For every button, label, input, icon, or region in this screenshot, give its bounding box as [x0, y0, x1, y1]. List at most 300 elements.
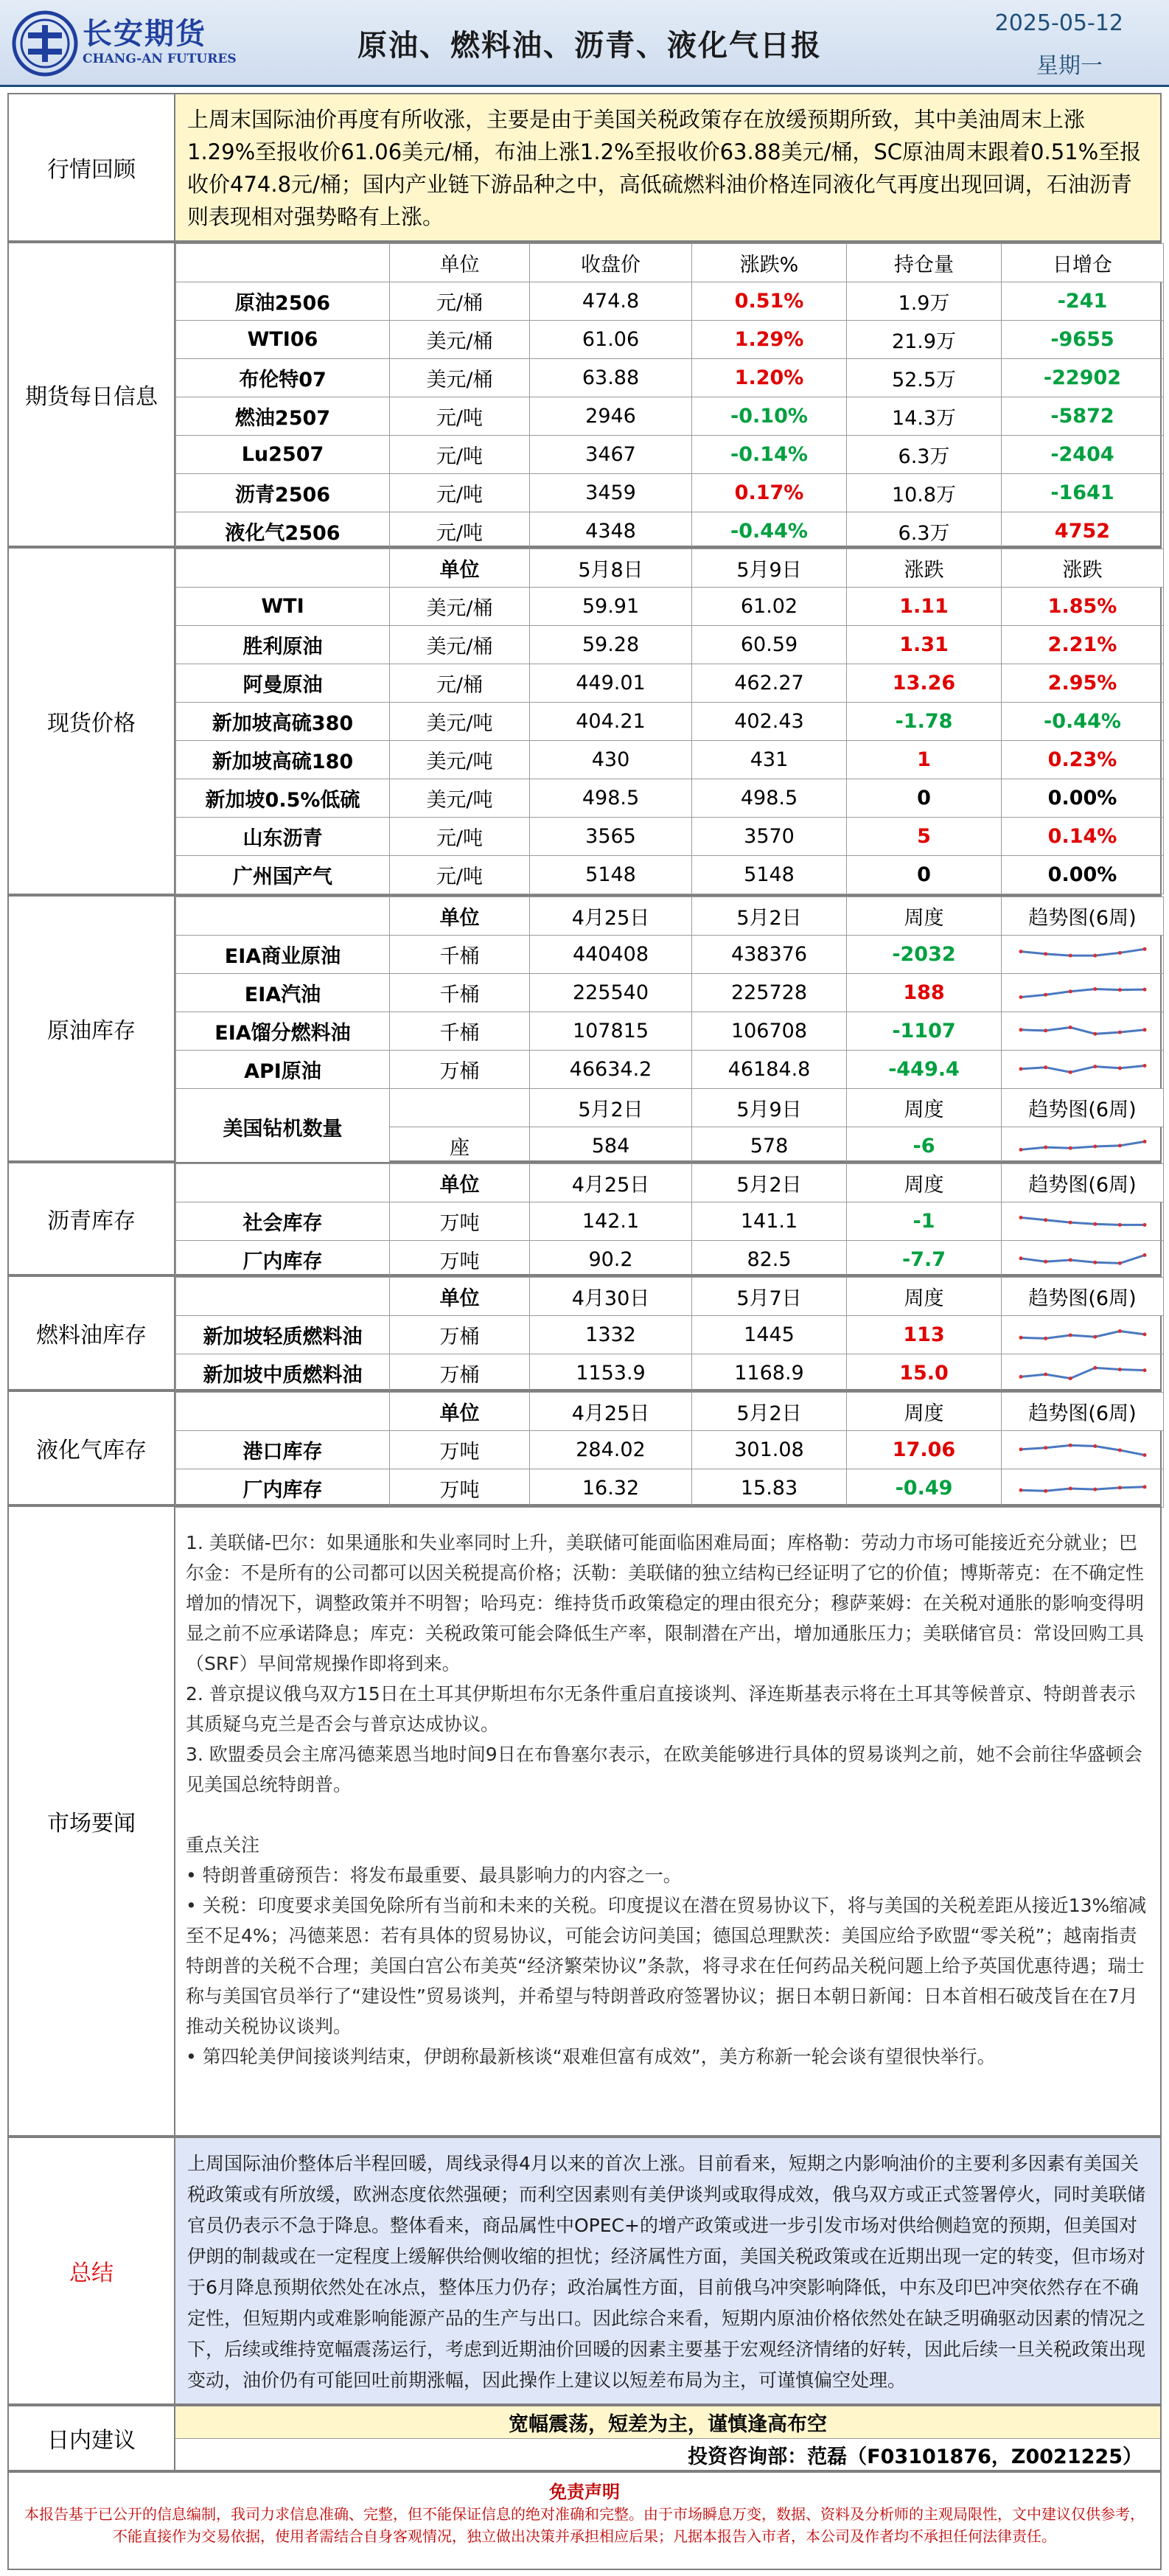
advice-text: 宽幅震荡，短差为主，谨慎逢高布空	[175, 2406, 1160, 2439]
crude-inventory-section	[7, 895, 1162, 1162]
close-price: 63.88	[530, 359, 692, 397]
spot-table	[175, 549, 1164, 894]
table-row	[176, 1012, 1164, 1051]
inventory-latest: 301.08	[692, 1431, 847, 1469]
inventory-name: 社会库存	[176, 1202, 390, 1241]
sparkline-line	[1021, 1255, 1145, 1263]
unit-cell: 美元/吨	[390, 703, 530, 741]
table-row	[176, 1354, 1164, 1393]
open-interest: 6.3万	[847, 436, 1002, 474]
close-price: 61.06	[530, 321, 692, 359]
trend-sparkline	[1016, 1476, 1149, 1501]
inventory-name: EIA汽油	[176, 974, 390, 1012]
column-header: 趋势图(6周)	[1002, 1164, 1164, 1202]
table-header-row	[176, 897, 1164, 936]
column-header: 周度	[847, 1089, 1002, 1127]
table-row	[176, 818, 1164, 856]
trend-cell	[1002, 1241, 1164, 1279]
section-label: 沥青库存	[9, 1163, 175, 1274]
sparkline-point	[1044, 1259, 1047, 1263]
section-label: 总结	[9, 2138, 175, 2403]
change-percent: 1.20%	[692, 359, 847, 397]
inventory-latest: 1168.9	[692, 1354, 847, 1393]
sparkline-point	[1068, 1443, 1072, 1447]
price-change-percent: 0.00%	[1002, 856, 1164, 894]
trend-sparkline	[1016, 942, 1149, 967]
change-percent: 0.51%	[692, 282, 847, 321]
unit-cell: 万桶	[390, 1051, 530, 1089]
table-row	[176, 779, 1164, 818]
open-interest: 52.5万	[847, 359, 1002, 397]
unit-cell: 万吨	[390, 1241, 530, 1279]
column-header: 4月25日	[530, 897, 692, 936]
sparkline-point	[1142, 1139, 1146, 1143]
close-price: 3459	[530, 474, 692, 512]
sparkline-point	[1068, 1486, 1072, 1490]
trend-cell	[1002, 974, 1164, 1012]
product-name: 新加坡高硫180	[176, 741, 390, 779]
price-day1: 430	[530, 741, 692, 779]
sparkline-point	[1019, 1447, 1022, 1451]
sparkline-line	[1021, 989, 1145, 997]
column-header	[176, 549, 390, 588]
table-row	[176, 512, 1164, 551]
focus-title: 重点关注	[186, 1834, 260, 1856]
price-change: -1.78	[847, 703, 1002, 741]
table-row	[176, 856, 1164, 894]
trend-cell	[1002, 1012, 1164, 1051]
column-header: 周度	[847, 1164, 1002, 1202]
price-change: 0	[847, 856, 1002, 894]
unit-cell: 美元/桶	[390, 588, 530, 626]
report-title: 原油、燃料油、沥青、液化气日报	[357, 29, 822, 63]
column-header: 日增仓	[1002, 244, 1164, 282]
inventory-latest: 46184.8	[692, 1051, 847, 1089]
column-header: 4月25日	[530, 1393, 692, 1431]
inventory-name: 新加坡中质燃料油	[176, 1354, 390, 1393]
table-row	[176, 1202, 1164, 1241]
sparkline-point	[1019, 1067, 1022, 1071]
close-price: 3467	[530, 436, 692, 474]
inventory-latest: 106708	[692, 1012, 847, 1051]
table-row	[176, 741, 1164, 779]
sparkline-point	[1093, 987, 1097, 991]
price-day1: 59.91	[530, 588, 692, 626]
weekly-change: 113	[847, 1316, 1002, 1354]
unit-cell: 万吨	[390, 1202, 530, 1241]
open-interest: 21.9万	[847, 321, 1002, 359]
inventory-latest: 578	[692, 1127, 847, 1166]
table-row	[176, 474, 1164, 512]
trend-cell	[1002, 1051, 1164, 1089]
column-header: 5月8日	[530, 549, 692, 588]
lpg-inventory-table	[175, 1392, 1164, 1508]
market-review-section	[7, 93, 1162, 242]
sparkline-point	[1117, 1222, 1121, 1226]
sparkline-line	[1021, 1445, 1145, 1455]
rig-count-name: 美国钻机数量	[176, 1089, 390, 1166]
open-interest-change: -2404	[1002, 436, 1164, 474]
inventory-name: API原油	[176, 1051, 390, 1089]
lpg-inventory-section	[7, 1390, 1162, 1505]
news-item: 2. 普京提议俄乌双方15日在土耳其伊斯坦布尔无条件重启直接谈判、泽连斯基表示将在土耳其等候普京、特朗普表示其质疑乌克兰是否会与普京达成协议。	[186, 1683, 1136, 1735]
section-label: 原油库存	[9, 897, 175, 1160]
contract-name: 原油2506	[176, 282, 390, 321]
intraday-advice-section	[7, 2405, 1162, 2471]
open-interest-change: -22902	[1002, 359, 1164, 397]
sparkline-point	[1117, 1030, 1121, 1034]
price-day1: 3565	[530, 818, 692, 856]
column-header: 单位	[390, 244, 530, 282]
product-name: 胜利原油	[176, 626, 390, 664]
change-percent: -0.10%	[692, 397, 847, 436]
unit-cell: 元/吨	[390, 856, 530, 894]
column-header: 涨跌	[1002, 549, 1164, 588]
sparkline-point	[1044, 1336, 1047, 1340]
sparkline-point	[1068, 1333, 1072, 1337]
unit-cell: 元/吨	[390, 397, 530, 436]
trend-cell	[1002, 1316, 1164, 1354]
open-interest: 10.8万	[847, 474, 1002, 512]
column-header: 趋势图(6周)	[1002, 1393, 1164, 1431]
change-percent: -0.44%	[692, 512, 847, 551]
column-header: 涨跌%	[692, 244, 847, 282]
sparkline-point	[1093, 1260, 1097, 1264]
column-header: 5月2日	[692, 1164, 847, 1202]
focus-item: • 关税：印度要求美国免除所有当前和未来的关税。印度提议在潜在贸易协议下，将与美国的关税差距从接近13%缩减至不足4%；冯德莱恩：若有具体的贸易协议，可能会访问美国；德国总理默茨：美国应给予欧盟“零关税”；越南指责特朗普的关税不合理；美国白宫公布美英“经济繁荣协议”条款，将寻求在任何药品关税问题上给予英国优惠待遇；瑞士称与美国官员举行了“建设性”贸易谈判，并希望与特朗普政府签署协议；据日本朝日新闻：日本首相石破茂旨在在7月推动关税协议谈判。	[186, 1895, 1147, 2037]
disclaimer-title: 免责声明	[549, 2481, 620, 2502]
section-label: 现货价格	[9, 549, 175, 894]
price-day2: 462.27	[692, 664, 847, 703]
focus-item: • 第四轮美伊间接谈判结束，伊朗称最新核谈“艰难但富有成效”，美方称新一轮会谈有望很快举行。	[186, 2046, 996, 2067]
inventory-prev: 440408	[530, 936, 692, 974]
sparkline-point	[1142, 1368, 1146, 1372]
column-header: 趋势图(6周)	[1002, 1278, 1164, 1316]
sparkline-point	[1019, 995, 1022, 999]
market-news-body	[175, 1507, 1160, 2079]
asphalt-inventory-section	[7, 1162, 1162, 1275]
section-label: 行情回顾	[9, 94, 175, 240]
sparkline-point	[1019, 1374, 1022, 1378]
trend-cell	[1002, 936, 1164, 974]
sparkline-point	[1044, 1218, 1047, 1222]
sparkline-point	[1117, 988, 1121, 992]
sparkline-point	[1142, 1453, 1146, 1457]
trend-cell	[1002, 1202, 1164, 1241]
unit-cell: 元/吨	[390, 512, 530, 551]
report-weekday: 星期一	[1036, 53, 1103, 79]
fuel-oil-inventory-section	[7, 1275, 1162, 1390]
trend-sparkline	[1016, 1323, 1149, 1348]
news-item: 1. 美联储-巴尔：如果通胀和失业率同时上升，美联储可能面临困难局面；库格勒：劳动力市场可能接近充分就业；巴尔金：不是所有的公司都可以因关税提高价格；沃勒：美联储的独立结构已经证明了它的价值；博斯蒂克：在不确定性增加的情况下，调整政策并不明智；哈玛克：维持货币政策稳定的理由很充分；穆萨莱姆：在关税对通胀的影响变得明显之前不应承诺降息；库克：关税政策可能会降低生产率，限制潜在产出，增加通胀压力；美联储官员：常设回购工具（SRF）早间常规操作即将到来。	[186, 1532, 1145, 1674]
weekly-change: -7.7	[847, 1241, 1002, 1279]
sparkline-point	[1019, 1147, 1022, 1151]
inventory-name: EIA商业原油	[176, 936, 390, 974]
price-day2: 3570	[692, 818, 847, 856]
report-date: 2025-05-12	[994, 10, 1123, 36]
column-header: 5月2日	[692, 1393, 847, 1431]
sparkline-point	[1068, 1146, 1072, 1149]
open-interest-change: -9655	[1002, 321, 1164, 359]
table-row	[176, 282, 1164, 321]
price-day1: 404.21	[530, 703, 692, 741]
column-header: 单位	[390, 1164, 530, 1202]
sparkline-point	[1142, 1064, 1146, 1068]
sparkline-point	[1093, 1144, 1097, 1148]
sparkline-line	[1021, 1027, 1145, 1034]
sparkline-point	[1093, 1444, 1097, 1448]
inventory-prev: 225540	[530, 974, 692, 1012]
unit-cell: 千桶	[390, 974, 530, 1012]
sparkline-point	[1044, 1145, 1047, 1149]
weekly-change: -0.49	[847, 1469, 1002, 1508]
unit-cell: 元/桶	[390, 282, 530, 321]
change-percent: 1.29%	[692, 321, 847, 359]
unit-cell: 万桶	[390, 1354, 530, 1393]
column-header	[176, 1278, 390, 1316]
column-header: 周度	[847, 1278, 1002, 1316]
inventory-prev: 107815	[530, 1012, 692, 1051]
sparkline-point	[1044, 952, 1047, 955]
sparkline-line	[1021, 1486, 1145, 1491]
sparkline-point	[1044, 1446, 1047, 1449]
contract-name: Lu2507	[176, 436, 390, 474]
inventory-prev: 142.1	[530, 1202, 692, 1241]
column-header: 周度	[847, 897, 1002, 936]
price-day1: 449.01	[530, 664, 692, 703]
column-header	[176, 1393, 390, 1431]
column-header: 5月9日	[692, 1089, 847, 1127]
weekly-change: -2032	[847, 936, 1002, 974]
unit-cell: 元/桶	[390, 664, 530, 703]
inventory-name: 厂内库存	[176, 1241, 390, 1279]
unit-cell: 美元/桶	[390, 359, 530, 397]
column-header: 4月30日	[530, 1278, 692, 1316]
unit-cell: 千桶	[390, 936, 530, 974]
sparkline-point	[1093, 1487, 1097, 1491]
sparkline-point	[1068, 1220, 1072, 1224]
sparkline-line	[1021, 1217, 1145, 1225]
price-change-percent: 2.21%	[1002, 626, 1164, 664]
inventory-prev: 284.02	[530, 1431, 692, 1469]
sparkline-point	[1068, 1026, 1072, 1029]
price-change: 1.11	[847, 588, 1002, 626]
close-price: 474.8	[530, 282, 692, 321]
disclaimer-section	[7, 2471, 1162, 2570]
news-item: 3. 欧盟委员会主席冯德莱恩当地时间9日在布鲁塞尔表示，在欧美能够进行具体的贸易谈判之前，她不会前往华盛顿会见美国总统特朗普。	[186, 1744, 1142, 1795]
inventory-prev: 584	[530, 1127, 692, 1166]
price-change-percent: 2.95%	[1002, 664, 1164, 703]
table-row	[176, 1316, 1164, 1354]
price-change-percent: 0.00%	[1002, 779, 1164, 818]
unit-cell: 美元/吨	[390, 779, 530, 818]
column-header: 5月2日	[530, 1089, 692, 1127]
contract-name: 布伦特07	[176, 359, 390, 397]
summary-text: 上周国际油价整体后半程回暖，周线录得4月以来的首次上涨。目前看来，短期之内影响油价的主要利多因素有美国关税政策或有所放缓，欧洲态度依然强硬；而利空因素则有美伊谈判或取得成效，俄乌双方或正式签署停火，同时美联储官员仍表示不急于降息。整体看来，商品属性中OPEC+的增产政策或进一步引发市场对供给侧趋宽的预期，但美国对伊朗的制裁或在一定程度上缓解供给侧收缩的担忧；经济属性方面，美国关税政策或在近期出现一定的转变，但市场对于6月降息预期依然处在冰点，整体压力仍存；政治属性方面，目前俄乌冲突影响降低，中东及印巴冲突依然存在不确定性，但短期内或难影响能源产品的生产与出口。因此综合来看，短期内原油价格依然处在缺乏明确驱动因素的情况之下，后续或维持宽幅震荡运行，考虑到近期油价回暖的因素主要基于宏观经济情绪的好转，因此后续一旦关税政策出现变动，油价仍有可能回吐前期涨幅，因此操作上建议以短差布局为主，可谨慎偏空处理。	[175, 2138, 1160, 2403]
sparkline-point	[1019, 1488, 1022, 1491]
weekly-change: 17.06	[847, 1431, 1002, 1469]
table-row	[176, 1431, 1164, 1469]
close-price: 4348	[530, 512, 692, 551]
disclaimer-text: 本报告基于已公开的信息编制，我司力求信息准确、完整，但不能保证信息的绝对准确和完整。由于市场瞬息万变，数据、资料及分析师的主观局限性，文中建议仅供参考，不能直接作为交易依据，使用者需结合自身客观情况，独立做出决策并承担相应后果；凡据本报告入市者，本公司及作者均不承担任何法律责任。	[24, 2505, 1145, 2545]
sparkline-point	[1093, 1222, 1097, 1225]
column-header: 5月9日	[692, 549, 847, 588]
sparkline-point	[1044, 1028, 1047, 1032]
table-header-row	[176, 1393, 1164, 1431]
sparkline-point	[1093, 1334, 1097, 1338]
sparkline-point	[1142, 947, 1146, 950]
price-day2: 498.5	[692, 779, 847, 818]
table-row	[176, 397, 1164, 436]
trend-sparkline	[1016, 1361, 1149, 1386]
unit-cell: 美元/桶	[390, 321, 530, 359]
unit-cell: 万吨	[390, 1431, 530, 1469]
sparkline-point	[1044, 992, 1047, 996]
price-day2: 402.43	[692, 703, 847, 741]
table-header-row	[176, 244, 1164, 282]
company-name-en: CHANG-AN FUTURES	[83, 52, 237, 66]
price-change: 1.31	[847, 626, 1002, 664]
sparkline-point	[1044, 1065, 1047, 1069]
column-header	[176, 1164, 390, 1202]
price-day1: 59.28	[530, 626, 692, 664]
sparkline-point	[1019, 1335, 1022, 1339]
column-header: 周度	[847, 1393, 1002, 1431]
column-header	[176, 244, 390, 282]
product-name: 新加坡高硫380	[176, 703, 390, 741]
sparkline-point	[1068, 1070, 1072, 1073]
open-interest: 14.3万	[847, 397, 1002, 436]
weekly-change: -1107	[847, 1012, 1002, 1051]
sparkline-point	[1068, 953, 1072, 957]
sparkline-point	[1142, 1222, 1146, 1226]
inventory-latest: 82.5	[692, 1241, 847, 1279]
trend-cell	[1002, 1354, 1164, 1393]
sparkline-point	[1044, 1489, 1047, 1492]
inventory-latest: 438376	[692, 936, 847, 974]
inventory-prev: 46634.2	[530, 1051, 692, 1089]
market-news-section	[7, 1505, 1162, 2137]
product-name: WTI	[176, 588, 390, 626]
unit-cell: 元/吨	[390, 436, 530, 474]
product-name: 阿曼原油	[176, 664, 390, 703]
open-interest-change: -1641	[1002, 474, 1164, 512]
sparkline-point	[1093, 1065, 1097, 1068]
trend-sparkline	[1016, 1057, 1149, 1082]
sparkline-point	[1019, 950, 1022, 953]
futures-table	[175, 243, 1164, 551]
contract-name: 液化气2506	[176, 512, 390, 551]
inventory-prev: 90.2	[530, 1241, 692, 1279]
table-row	[176, 1469, 1164, 1508]
sparkline-point	[1019, 1256, 1022, 1260]
table-row	[176, 936, 1164, 974]
sparkline-line	[1021, 949, 1145, 955]
column-header: 单位	[390, 549, 530, 588]
price-change: 1	[847, 741, 1002, 779]
spot-price-section	[7, 547, 1162, 895]
trend-sparkline	[1016, 1209, 1149, 1234]
change-percent: 0.17%	[692, 474, 847, 512]
price-change-percent: 0.14%	[1002, 818, 1164, 856]
inventory-name: EIA馏分燃料油	[176, 1012, 390, 1051]
asphalt-inventory-table	[175, 1163, 1164, 1279]
contract-name: WTI06	[176, 321, 390, 359]
summary-section	[7, 2137, 1162, 2405]
sparkline-line	[1021, 1065, 1145, 1072]
table-header-row	[176, 1278, 1164, 1316]
inventory-prev: 16.32	[530, 1469, 692, 1508]
focus-item: • 特朗普重磅预告：将发布最重要、最具影响力的内容之一。	[186, 1865, 682, 1886]
sparkline-line	[1021, 1141, 1145, 1149]
column-header	[390, 1089, 530, 1127]
sparkline-point	[1068, 1376, 1072, 1380]
company-logo-icon	[12, 10, 78, 77]
table-row	[176, 359, 1164, 397]
sparkline-point	[1117, 1448, 1121, 1452]
table-row	[176, 703, 1164, 741]
company-name-cn: 长安期货	[83, 17, 206, 51]
section-label: 液化气库存	[9, 1392, 175, 1504]
price-day2: 60.59	[692, 626, 847, 664]
inventory-prev: 1153.9	[530, 1354, 692, 1393]
sparkline-line	[1021, 1331, 1145, 1338]
weekly-change: -1	[847, 1202, 1002, 1241]
trend-cell	[1002, 1431, 1164, 1469]
weekly-change: 188	[847, 974, 1002, 1012]
price-day2: 431	[692, 741, 847, 779]
unit-cell: 美元/桶	[390, 626, 530, 664]
table-row	[176, 1051, 1164, 1089]
price-change-percent: -0.44%	[1002, 703, 1164, 741]
sparkline-point	[1117, 1066, 1121, 1070]
crude-inventory-table	[175, 897, 1164, 1166]
table-row	[176, 974, 1164, 1012]
column-header: 单位	[390, 1393, 530, 1431]
table-header-row	[176, 549, 1164, 588]
product-name: 山东沥青	[176, 818, 390, 856]
section-label: 市场要闻	[9, 1507, 175, 2135]
sparkline-point	[1093, 953, 1097, 957]
price-change: 5	[847, 818, 1002, 856]
sparkline-point	[1117, 1329, 1121, 1333]
price-change: 13.26	[847, 664, 1002, 703]
column-header	[176, 897, 390, 936]
sparkline-point	[1142, 1028, 1146, 1031]
sparkline-point	[1142, 1332, 1146, 1336]
fuel-oil-inventory-table	[175, 1277, 1164, 1393]
sparkline-point	[1117, 1143, 1121, 1147]
table-row	[176, 588, 1164, 626]
sparkline-point	[1093, 1365, 1097, 1369]
rig-header-row	[176, 1089, 1164, 1127]
column-header: 5月2日	[692, 897, 847, 936]
change-percent: -0.14%	[692, 436, 847, 474]
price-change-percent: 1.85%	[1002, 588, 1164, 626]
column-header: 收盘价	[530, 244, 692, 282]
futures-section	[7, 242, 1162, 547]
sparkline-point	[1142, 1485, 1146, 1489]
unit-cell: 千桶	[390, 1012, 530, 1051]
inventory-latest: 141.1	[692, 1202, 847, 1241]
section-label: 燃料油库存	[9, 1277, 175, 1389]
sparkline-point	[1117, 1368, 1121, 1371]
inventory-name: 厂内库存	[176, 1469, 390, 1508]
weekly-change: 15.0	[847, 1354, 1002, 1393]
advisor-info: 投资咨询部：范磊（F03101876，Z0021225）	[688, 2445, 1142, 2468]
table-row	[176, 626, 1164, 664]
unit-cell: 座	[390, 1127, 530, 1166]
